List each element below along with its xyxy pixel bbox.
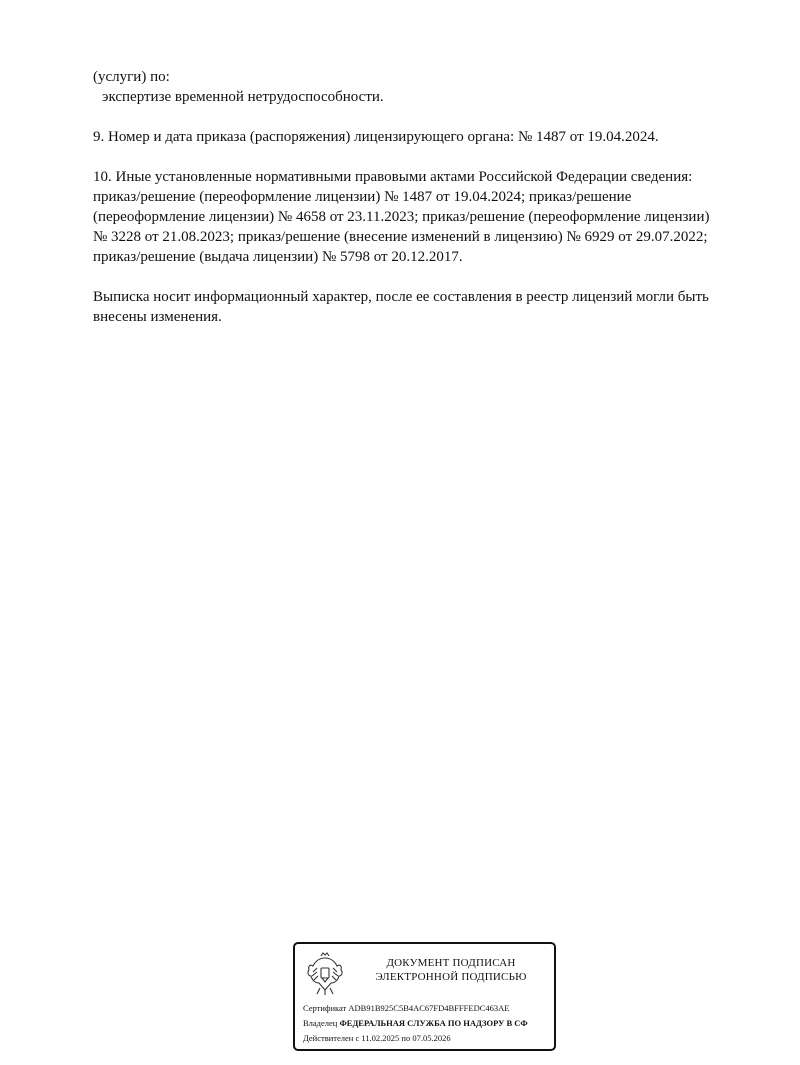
owner-line <box>303 1018 528 1029</box>
coat-of-arms-icon <box>305 950 345 996</box>
owner-value: ФЕДЕРАЛЬНАЯ СЛУЖБА ПО НАДЗОРУ В СФ <box>339 1018 528 1028</box>
item-10-line-1: 10. Иные установленные нормативными правовыми актами Российской Федерации сведения: <box>93 169 693 185</box>
signature-stamp <box>293 942 556 1051</box>
item-10-line-3: (переоформление лицензии) № 4658 от 23.11.2023; приказ/решение (переоформление лицензии) <box>93 209 710 225</box>
certificate-value: ADB91B925C5B4AC67FD4BFFFEDC463AE <box>348 1003 510 1013</box>
services-prefix: (услуги) по: <box>93 69 170 85</box>
certificate-line <box>303 1003 509 1014</box>
note-line-1: Выписка носит информационный характер, после ее составления в реестр лицензий могли быть <box>93 289 709 305</box>
note-line-2: внесены изменения. <box>93 309 222 325</box>
owner-label: Владелец <box>303 1018 338 1028</box>
item-10-line-2: приказ/решение (переоформление лицензии) № 1487 от 19.04.2024; приказ/решение <box>93 189 632 205</box>
document-body <box>93 67 773 327</box>
item-10-line-4: № 3228 от 21.08.2023; приказ/решение (внесение изменений в лицензию) № 6929 от 29.07.2022; <box>93 229 708 245</box>
stamp-title-line-1: ДОКУМЕНТ ПОДПИСАН <box>386 957 516 969</box>
stamp-title-line-2: ЭЛЕКТРОННОЙ ПОДПИСЬЮ <box>375 971 527 983</box>
validity-line: Действителен с 11.02.2025 по 07.05.2026 <box>303 1033 451 1043</box>
item-9: 9. Номер и дата приказа (распоряжения) лицензирующего органа: № 1487 от 19.04.2024. <box>93 129 659 145</box>
certificate-label: Сертификат <box>303 1003 347 1013</box>
services-item: экспертизе временной нетрудоспособности. <box>102 89 384 105</box>
item-10-line-5: приказ/решение (выдача лицензии) № 5798 от 20.12.2017. <box>93 249 463 265</box>
stamp-title <box>353 956 549 984</box>
